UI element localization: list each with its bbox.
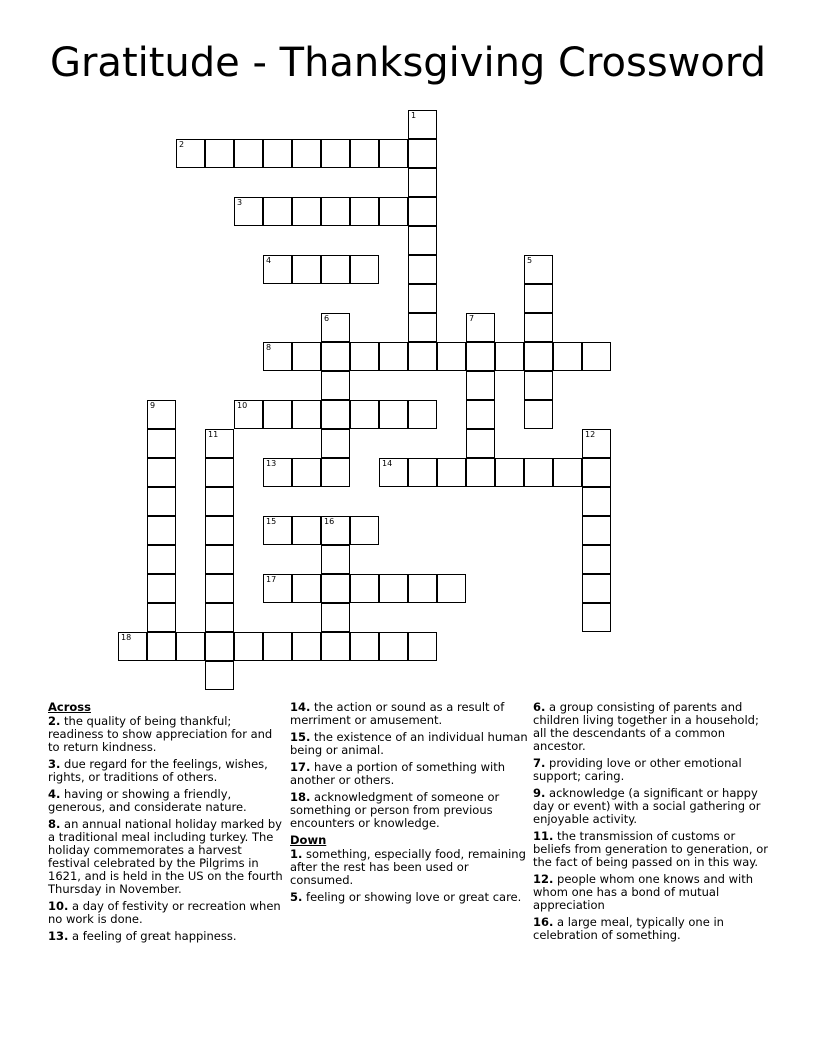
grid-cell[interactable]: [524, 400, 553, 429]
grid-cell[interactable]: [524, 342, 553, 371]
grid-cell[interactable]: [408, 197, 437, 226]
grid-cell[interactable]: [495, 458, 524, 487]
clue-down-6: 6. a group consisting of parents and children living together in a household; all the descendants of a common ancestor.: [533, 700, 759, 753]
clue-column-1: [48, 701, 286, 947]
clue-across-17: 17. have a portion of something with another or others.: [290, 760, 506, 787]
grid-cell[interactable]: [582, 342, 611, 371]
clue-across-10: 10. a day of festivity or recreation when no work is done.: [48, 899, 281, 926]
grid-cell[interactable]: [321, 371, 350, 400]
clue-across-4: 4. having or showing a friendly, generous, and considerate nature.: [48, 787, 247, 814]
grid-cell[interactable]: [263, 574, 292, 603]
grid-cell[interactable]: [379, 458, 408, 487]
grid-cell[interactable]: [234, 632, 263, 661]
clue-number: 14: [382, 459, 393, 468]
grid-cell[interactable]: [350, 139, 379, 168]
grid-cell[interactable]: [466, 342, 495, 371]
grid-cell[interactable]: [495, 342, 524, 371]
grid-cell[interactable]: [263, 632, 292, 661]
grid-cell[interactable]: [524, 313, 553, 342]
clue-number: 17: [266, 575, 277, 584]
grid-cell[interactable]: [408, 342, 437, 371]
grid-cell[interactable]: [408, 226, 437, 255]
grid-cell[interactable]: [147, 603, 176, 632]
grid-cell[interactable]: [379, 574, 408, 603]
grid-cell[interactable]: [524, 255, 553, 284]
grid-cell[interactable]: [350, 400, 379, 429]
grid-cell[interactable]: [263, 139, 292, 168]
grid-cell[interactable]: [205, 139, 234, 168]
grid-cell[interactable]: [350, 197, 379, 226]
grid-cell[interactable]: [408, 139, 437, 168]
grid-cell[interactable]: [205, 429, 234, 458]
grid-cell[interactable]: [321, 429, 350, 458]
grid-cell[interactable]: [408, 458, 437, 487]
grid-cell[interactable]: [292, 632, 321, 661]
clue-number: 4: [266, 256, 272, 265]
grid-cell[interactable]: [466, 400, 495, 429]
clue-across-14: 14. the action or sound as a result of merriment or amusement.: [290, 700, 505, 727]
grid-cell[interactable]: [263, 342, 292, 371]
clue-down-1: 1. something, especially food, remaining after the rest has been used or consumed.: [290, 847, 526, 887]
clue-number: 11: [208, 430, 219, 439]
grid-cell[interactable]: [350, 516, 379, 545]
grid-cell[interactable]: [350, 255, 379, 284]
grid-cell[interactable]: [263, 458, 292, 487]
grid-cell[interactable]: [147, 458, 176, 487]
grid-cell[interactable]: [176, 632, 205, 661]
grid-cell[interactable]: [437, 458, 466, 487]
grid-cell[interactable]: [118, 632, 147, 661]
clue-number: 3: [237, 198, 243, 207]
grid-cell[interactable]: [321, 516, 350, 545]
grid-cell[interactable]: [205, 545, 234, 574]
grid-cell[interactable]: [582, 516, 611, 545]
grid-cell[interactable]: [234, 400, 263, 429]
grid-cell[interactable]: [582, 487, 611, 516]
grid-cell[interactable]: [147, 632, 176, 661]
grid-cell[interactable]: [205, 458, 234, 487]
grid-cell[interactable]: [379, 197, 408, 226]
grid-cell[interactable]: [408, 574, 437, 603]
grid-cell[interactable]: [205, 487, 234, 516]
grid-cell[interactable]: [292, 516, 321, 545]
clue-number: 5: [527, 256, 533, 265]
clue-number: 2: [179, 140, 185, 149]
grid-cell[interactable]: [582, 458, 611, 487]
grid-cell[interactable]: [321, 313, 350, 342]
clue-number: 18: [121, 633, 132, 642]
clue-number: 15: [266, 517, 277, 526]
grid-cell[interactable]: [582, 545, 611, 574]
grid-cell[interactable]: [408, 400, 437, 429]
grid-cell[interactable]: [292, 139, 321, 168]
across-header: Across: [48, 700, 91, 714]
clue-number: 16: [324, 517, 335, 526]
grid-cell[interactable]: [466, 429, 495, 458]
grid-cell[interactable]: [321, 603, 350, 632]
clue-number: 12: [585, 430, 596, 439]
clue-number: 6: [324, 314, 330, 323]
clue-number: 8: [266, 343, 272, 352]
clue-down-12: 12. people whom one knows and with whom one has a bond of mutual appreciation: [533, 872, 754, 912]
grid-cell[interactable]: [263, 400, 292, 429]
grid-cell[interactable]: [553, 342, 582, 371]
clue-down-11: 11. the transmission of customs or beliefs from generation to generation, or the fact of being passed on in this way.: [533, 829, 768, 869]
grid-cell[interactable]: [292, 400, 321, 429]
clue-number: 13: [266, 459, 277, 468]
clue-across-13: 13. a feeling of great happiness.: [48, 929, 237, 943]
grid-cell[interactable]: [321, 342, 350, 371]
clue-down-5: 5. feeling or showing love or great care.: [290, 890, 522, 904]
grid-cell[interactable]: [524, 458, 553, 487]
grid-cell[interactable]: [408, 632, 437, 661]
grid-cell[interactable]: [263, 516, 292, 545]
grid-cell[interactable]: [176, 139, 205, 168]
clue-number: 9: [150, 401, 156, 410]
clue-across-18: 18. acknowledgment of someone or something or person from previous encounters or knowledge.: [290, 790, 500, 830]
grid-cell[interactable]: [205, 516, 234, 545]
grid-cell[interactable]: [408, 168, 437, 197]
grid-cell[interactable]: [466, 313, 495, 342]
grid-cell[interactable]: [205, 632, 234, 661]
grid-cell[interactable]: [147, 545, 176, 574]
grid-cell[interactable]: [147, 516, 176, 545]
grid-cell[interactable]: [321, 545, 350, 574]
grid-cell[interactable]: [234, 197, 263, 226]
grid-cell[interactable]: [553, 458, 582, 487]
grid-cell[interactable]: [379, 139, 408, 168]
clue-number: 7: [469, 314, 475, 323]
grid-cell[interactable]: [408, 110, 437, 139]
grid-cell[interactable]: [205, 574, 234, 603]
grid-cell[interactable]: [321, 139, 350, 168]
grid-cell[interactable]: [292, 197, 321, 226]
grid-cell[interactable]: [437, 342, 466, 371]
grid-cell[interactable]: [321, 574, 350, 603]
grid-cell[interactable]: [292, 255, 321, 284]
grid-cell[interactable]: [379, 632, 408, 661]
grid-cell[interactable]: [321, 458, 350, 487]
grid-cell[interactable]: [263, 255, 292, 284]
grid-cell[interactable]: [582, 603, 611, 632]
clue-across-8: 8. an annual national holiday marked by a traditional meal including turkey. The holiday commemorates a harvest festival celebrated by the Pilgrims in 1621, and is held in the US on the fourth Thursday in November.: [48, 817, 283, 896]
grid-cell[interactable]: [408, 255, 437, 284]
grid-cell[interactable]: [466, 371, 495, 400]
down-header: Down: [290, 833, 327, 847]
clue-across-15: 15. the existence of an individual human being or animal.: [290, 730, 528, 757]
clue-column-2: [290, 701, 528, 908]
grid-cell[interactable]: [437, 574, 466, 603]
clue-down-7: 7. providing love or other emotional support; caring.: [533, 756, 742, 783]
clue-number: 1: [411, 111, 417, 120]
grid-cell[interactable]: [408, 284, 437, 313]
grid-cell[interactable]: [147, 487, 176, 516]
grid-cell[interactable]: [582, 429, 611, 458]
grid-cell[interactable]: [466, 458, 495, 487]
grid-cell[interactable]: [379, 400, 408, 429]
grid-cell[interactable]: [147, 574, 176, 603]
grid-cell[interactable]: [321, 632, 350, 661]
grid-cell[interactable]: [292, 574, 321, 603]
grid-cell[interactable]: [147, 400, 176, 429]
grid-cell[interactable]: [408, 313, 437, 342]
clue-column-3: [533, 701, 771, 946]
grid-cell[interactable]: [350, 574, 379, 603]
page-title: Gratitude - Thanksgiving Crossword: [49, 40, 766, 86]
grid-cell[interactable]: [205, 603, 234, 632]
grid-cell[interactable]: [582, 574, 611, 603]
grid-cell[interactable]: [321, 255, 350, 284]
grid-cell[interactable]: [147, 429, 176, 458]
clue-across-3: 3. due regard for the feelings, wishes, rights, or traditions of others.: [48, 757, 268, 784]
clue-down-16: 16. a large meal, typically one in celebration of something.: [533, 915, 724, 942]
clue-number: 10: [237, 401, 248, 410]
grid-cell[interactable]: [350, 342, 379, 371]
grid-cell[interactable]: [321, 400, 350, 429]
grid-cell[interactable]: [263, 197, 292, 226]
clue-across-2: 2. the quality of being thankful; readiness to show appreciation for and to return kindness.: [48, 714, 273, 754]
grid-cell[interactable]: [205, 661, 234, 690]
grid-cell[interactable]: [350, 632, 379, 661]
grid-cell[interactable]: [292, 342, 321, 371]
grid-cell[interactable]: [292, 458, 321, 487]
grid-cell[interactable]: [524, 371, 553, 400]
grid-cell[interactable]: [524, 284, 553, 313]
grid-cell[interactable]: [321, 197, 350, 226]
grid-cell[interactable]: [234, 139, 263, 168]
clue-down-9: 9. acknowledge (a significant or happy day or event) with a social gathering or enjoyable activity.: [533, 786, 761, 826]
grid-cell[interactable]: [379, 342, 408, 371]
